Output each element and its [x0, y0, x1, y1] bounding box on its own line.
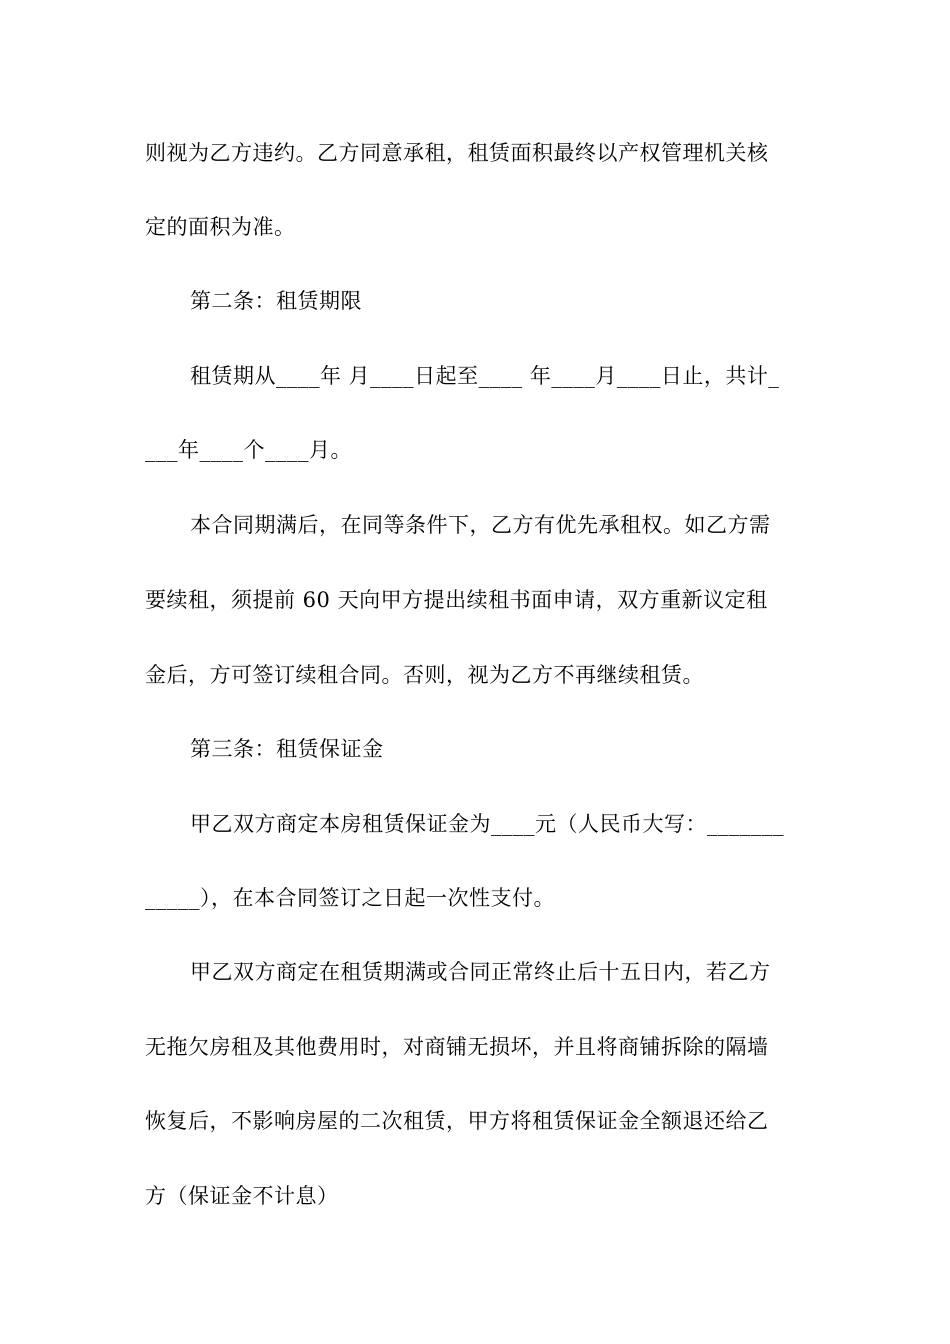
paragraph-line: 租赁期从____年 月____日起至____ 年____月____日止，共计_ — [190, 364, 780, 388]
paragraph-line: _____），在本合同签订之日起一次性支付。 — [145, 886, 555, 910]
paragraph-line: 甲乙双方商定本房租赁保证金为____元（人民币大写：_______ — [190, 812, 784, 836]
paragraph-line: 方（保证金不计息） — [145, 1184, 339, 1208]
paragraph-line: 金后，方可签订续租合同。否则，视为乙方不再继续租赁。 — [145, 663, 704, 687]
paragraph-line: 恢复后，不影响房屋的二次租赁，甲方将租赁保证金全额退还给乙 — [145, 1109, 769, 1133]
paragraph-line: 定的面积为准。 — [145, 215, 296, 239]
paragraph-line: ___年____个____月。 — [145, 438, 352, 462]
paragraph-line: 无拖欠房租及其他费用时，对商铺无损坏，并且将商铺拆除的隔墙 — [145, 1035, 769, 1059]
paragraph-line: 本合同期满后，在同等条件下，乙方有优先承租权。如乙方需 — [190, 513, 771, 537]
section-heading-lease-term: 第二条：租赁期限 — [190, 289, 362, 313]
paragraph-line: 甲乙双方商定在租赁期满或合同正常终止后十五日内，若乙方 — [190, 960, 771, 984]
paragraph-line: 则视为乙方违约。乙方同意承租，租赁面积最终以产权管理机关核 — [145, 141, 769, 165]
paragraph-line: 要续租，须提前 60 天向甲方提出续租书面申请，双方重新议定租 — [145, 588, 768, 612]
section-heading-deposit: 第三条：租赁保证金 — [190, 737, 384, 761]
